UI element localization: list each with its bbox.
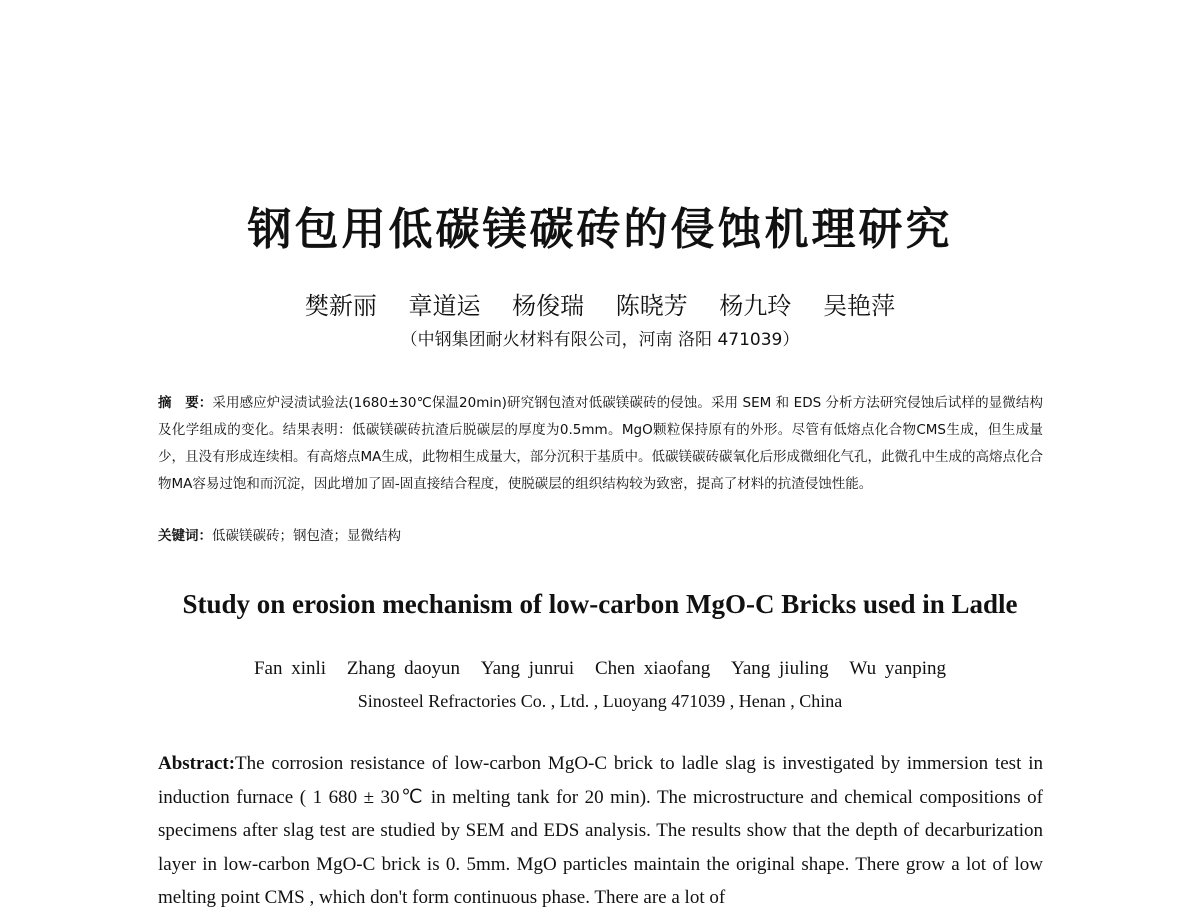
chinese-keywords-label: 关键词： <box>158 528 212 544</box>
author-name: Fan xinli <box>253 658 327 679</box>
english-title: Study on erosion mechanism of low-carbon MgO-C Bricks used in Ladle <box>182 589 1018 619</box>
author-name: Wu yanping <box>849 658 947 679</box>
english-authors <box>0 654 1200 684</box>
chinese-keywords-text: 低碳镁碳砖；钢包渣；显微结构 <box>212 528 401 544</box>
english-abstract-text: The corrosion resistance of low-carbon MgO-C brick to ladle slag is investigated by immersion test in induction furnace ( 1 680 ± 30℃ in melting tank for 20 min). The microstructure and chemical compositions of specimens after slag test are studied by SEM and EDS analysis. The results show that the depth of decarburization layer in low-carbon MgO-C brick is 0. 5mm. MgO particles maintain the original shape. There grow a lot of low melting point CMS , which don't form continuous phase. There are a lot of <box>158 753 1043 908</box>
chinese-affiliation: （中钢集团耐火材料有限公司，河南 洛阳 471039） <box>400 330 800 350</box>
chinese-abstract-label: 摘 要： <box>158 395 213 411</box>
chinese-keywords <box>158 524 1043 548</box>
english-abstract-label: Abstract: <box>158 753 236 774</box>
author-name: Zhang daoyun <box>346 658 461 679</box>
chinese-title: 钢包用低碳镁碳砖的侵蚀机理研究 <box>247 204 953 255</box>
author-name: Yang junrui <box>480 658 575 679</box>
english-affiliation: Sinosteel Refractories Co. , Ltd. , Luoyang 471039 , Henan , China <box>357 691 843 711</box>
chinese-authors: 樊新丽 章道运 杨俊瑞 陈晓芳 杨九玲 吴艳萍 <box>304 292 896 320</box>
chinese-abstract-text: 采用感应炉浸渍试验法(1680±30℃保温20min)研究钢包渣对低碳镁碳砖的侵蚀。采用 SEM 和 EDS 分析方法研究侵蚀后试样的显微结构及化学组成的变化。结果表明：低碳镁碳砖抗渣后脱碳层的厚度为0.5mm。MgO颗粒保持原有的外形。尽管有低熔点化合物CMS生成，但生成量少，且没有形成连续相。有高熔点MA生成，此物相生成量大，部分沉积于基质中。低碳镁碳砖碳氧化后形成微细化气孔，此微孔中生成的高熔点化合物MA容易过饱和而沉淀，因此增加了固-固直接结合程度，使脱碳层的组织结构较为致密，提高了材料的抗渣侵蚀性能。 <box>158 395 1043 492</box>
english-abstract <box>158 747 1043 915</box>
author-name: Yang jiuling <box>731 658 829 679</box>
author-name: Chen xiaofang <box>594 658 711 679</box>
chinese-abstract <box>158 390 1043 498</box>
